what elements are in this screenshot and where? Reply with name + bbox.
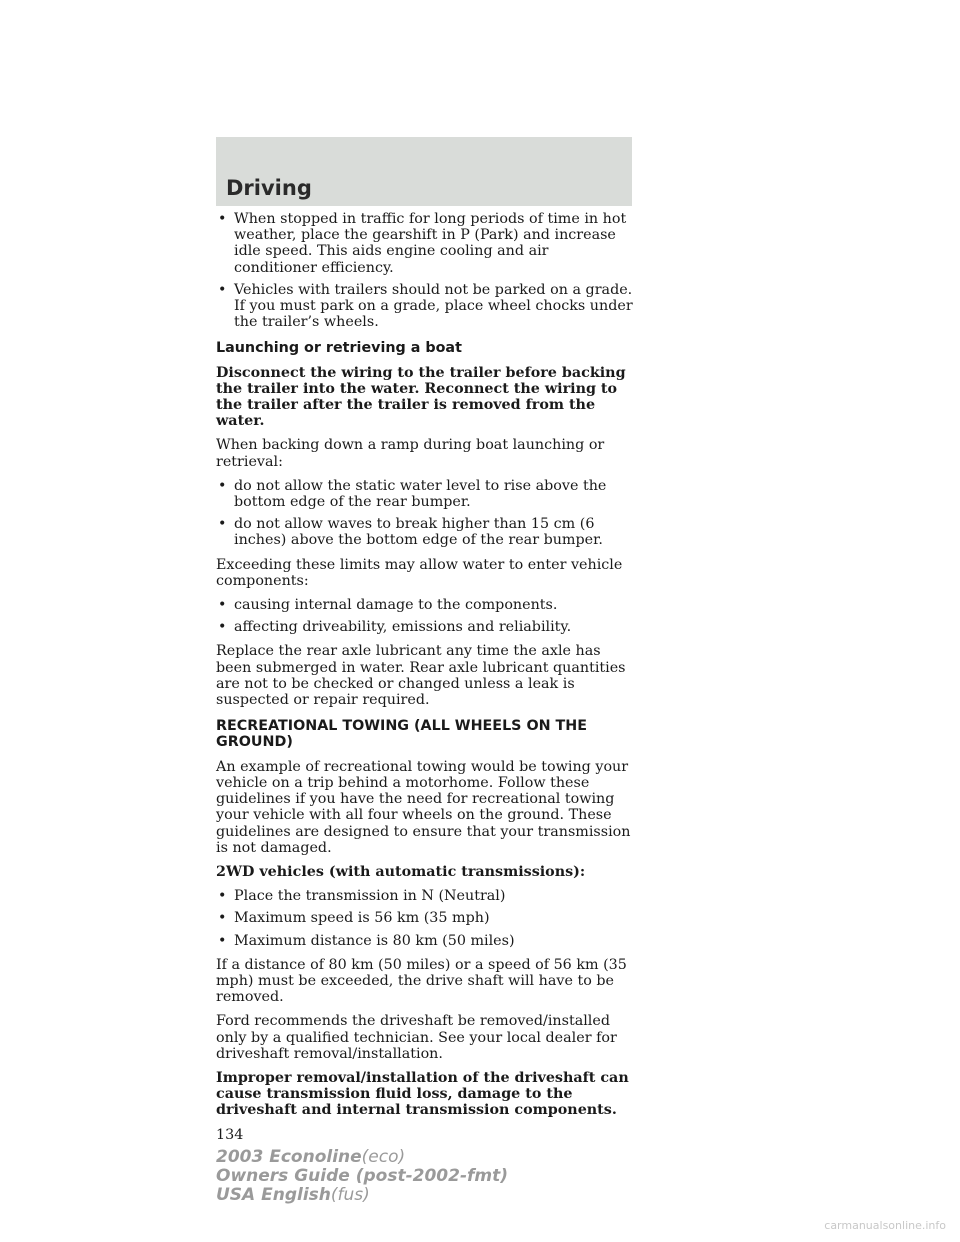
bullet-icon: • (218, 211, 227, 227)
boat-intro: When backing down a ramp during boat launching or retrieval: (216, 437, 605, 470)
list-item: • do not allow waves to break higher than 15 cm (6 inches) above the bottom edge of the rear bumper. (218, 516, 603, 549)
footer-language-line (216, 1186, 508, 1205)
towing-subheading: 2WD vehicles (with automatic transmissions): (216, 863, 586, 880)
bullet-icon: • (218, 619, 227, 636)
list-item: • affecting driveability, emissions and reliability. (218, 619, 572, 636)
watermark: carmanualsonline.info (824, 1219, 946, 1232)
list-item: • causing internal damage to the components. (218, 597, 558, 614)
list-item: • Place the transmission in N (Neutral) (218, 888, 506, 905)
intro-bullet-list (216, 211, 636, 330)
footer-language: USA English (216, 1185, 331, 1205)
towing-intro: An example of recreational towing would be towing your vehicle on a trip behind a motorhome. Follow these guidelines if you have the need for recreational towing your vehicle with all four wheels on the ground. These guidelines are designed to ensure that your transmission is not damaged. (216, 758, 631, 856)
footer-guide: Owners Guide (post-2002-fmt) (216, 1166, 509, 1186)
bullet-icon: • (218, 910, 227, 927)
towing-heading: RECREATIONAL TOWING (ALL WHEELS ON THE GROUND) (216, 718, 588, 751)
bullet-icon: • (218, 477, 227, 494)
footer-model-code: (eco) (361, 1147, 406, 1167)
list-item: • do not allow the static water level to rise above the bottom edge of the rear bumper. (218, 477, 607, 511)
bullet-icon: • (218, 888, 227, 905)
towing-bullet-list (216, 888, 636, 949)
boat-bullet-list (216, 478, 636, 549)
axle-note: Replace the rear axle lubricant any time the axle has been submerged in water. Rear axle lubricant quantities are not to be checked or changed unless a leak is suspected or repair required. (216, 643, 626, 709)
list-item: • Vehicles with trailers should not be parked on a grade. If you must park on a grade, place wheel chocks under the trailer’s wheels. (218, 281, 633, 331)
boat-warning: Disconnect the wiring to the trailer before backing the trailer into the water. Reconnect the wiring to the trailer after the trailer is removed from the water. (216, 364, 626, 430)
bullet-icon: • (218, 932, 227, 949)
list-item: • Maximum distance is 80 km (50 miles) (218, 932, 515, 949)
list-item: • When stopped in traffic for long periods of time in hot weather, place the gearshift in P (Park) and increase idle speed. This aids engine cooling and air conditioner efficiency. (218, 211, 627, 276)
limits-intro: Exceeding these limits may allow water to enter vehicle components: (216, 556, 623, 589)
bullet-icon: • (218, 281, 227, 298)
section-title: Driving (226, 176, 312, 200)
exceed-note: If a distance of 80 km (50 miles) or a speed of 56 km (35 mph) must be exceeded, the drive shaft will have to be removed. (216, 956, 627, 1006)
page-number: 134 (216, 1126, 244, 1143)
document-footer (216, 1148, 508, 1205)
boat-heading: Launching or retrieving a boat (216, 340, 462, 357)
bullet-icon: • (218, 597, 227, 614)
footer-model-line (216, 1148, 508, 1167)
page-content (216, 211, 636, 1143)
footer-model: 2003 Econoline (216, 1147, 362, 1167)
limits-bullet-list (216, 597, 636, 635)
towing-warning: Improper removal/installation of the driveshaft can cause transmission fluid loss, damage to the driveshaft and internal transmission components. (216, 1069, 629, 1119)
ford-note: Ford recommends the driveshaft be removed/installed only by a qualified technician. See your local dealer for driveshaft removal/installation. (216, 1013, 617, 1062)
footer-language-code: (fus) (330, 1185, 370, 1205)
list-item: • Maximum speed is 56 km (35 mph) (218, 910, 490, 927)
bullet-icon: • (218, 516, 227, 533)
